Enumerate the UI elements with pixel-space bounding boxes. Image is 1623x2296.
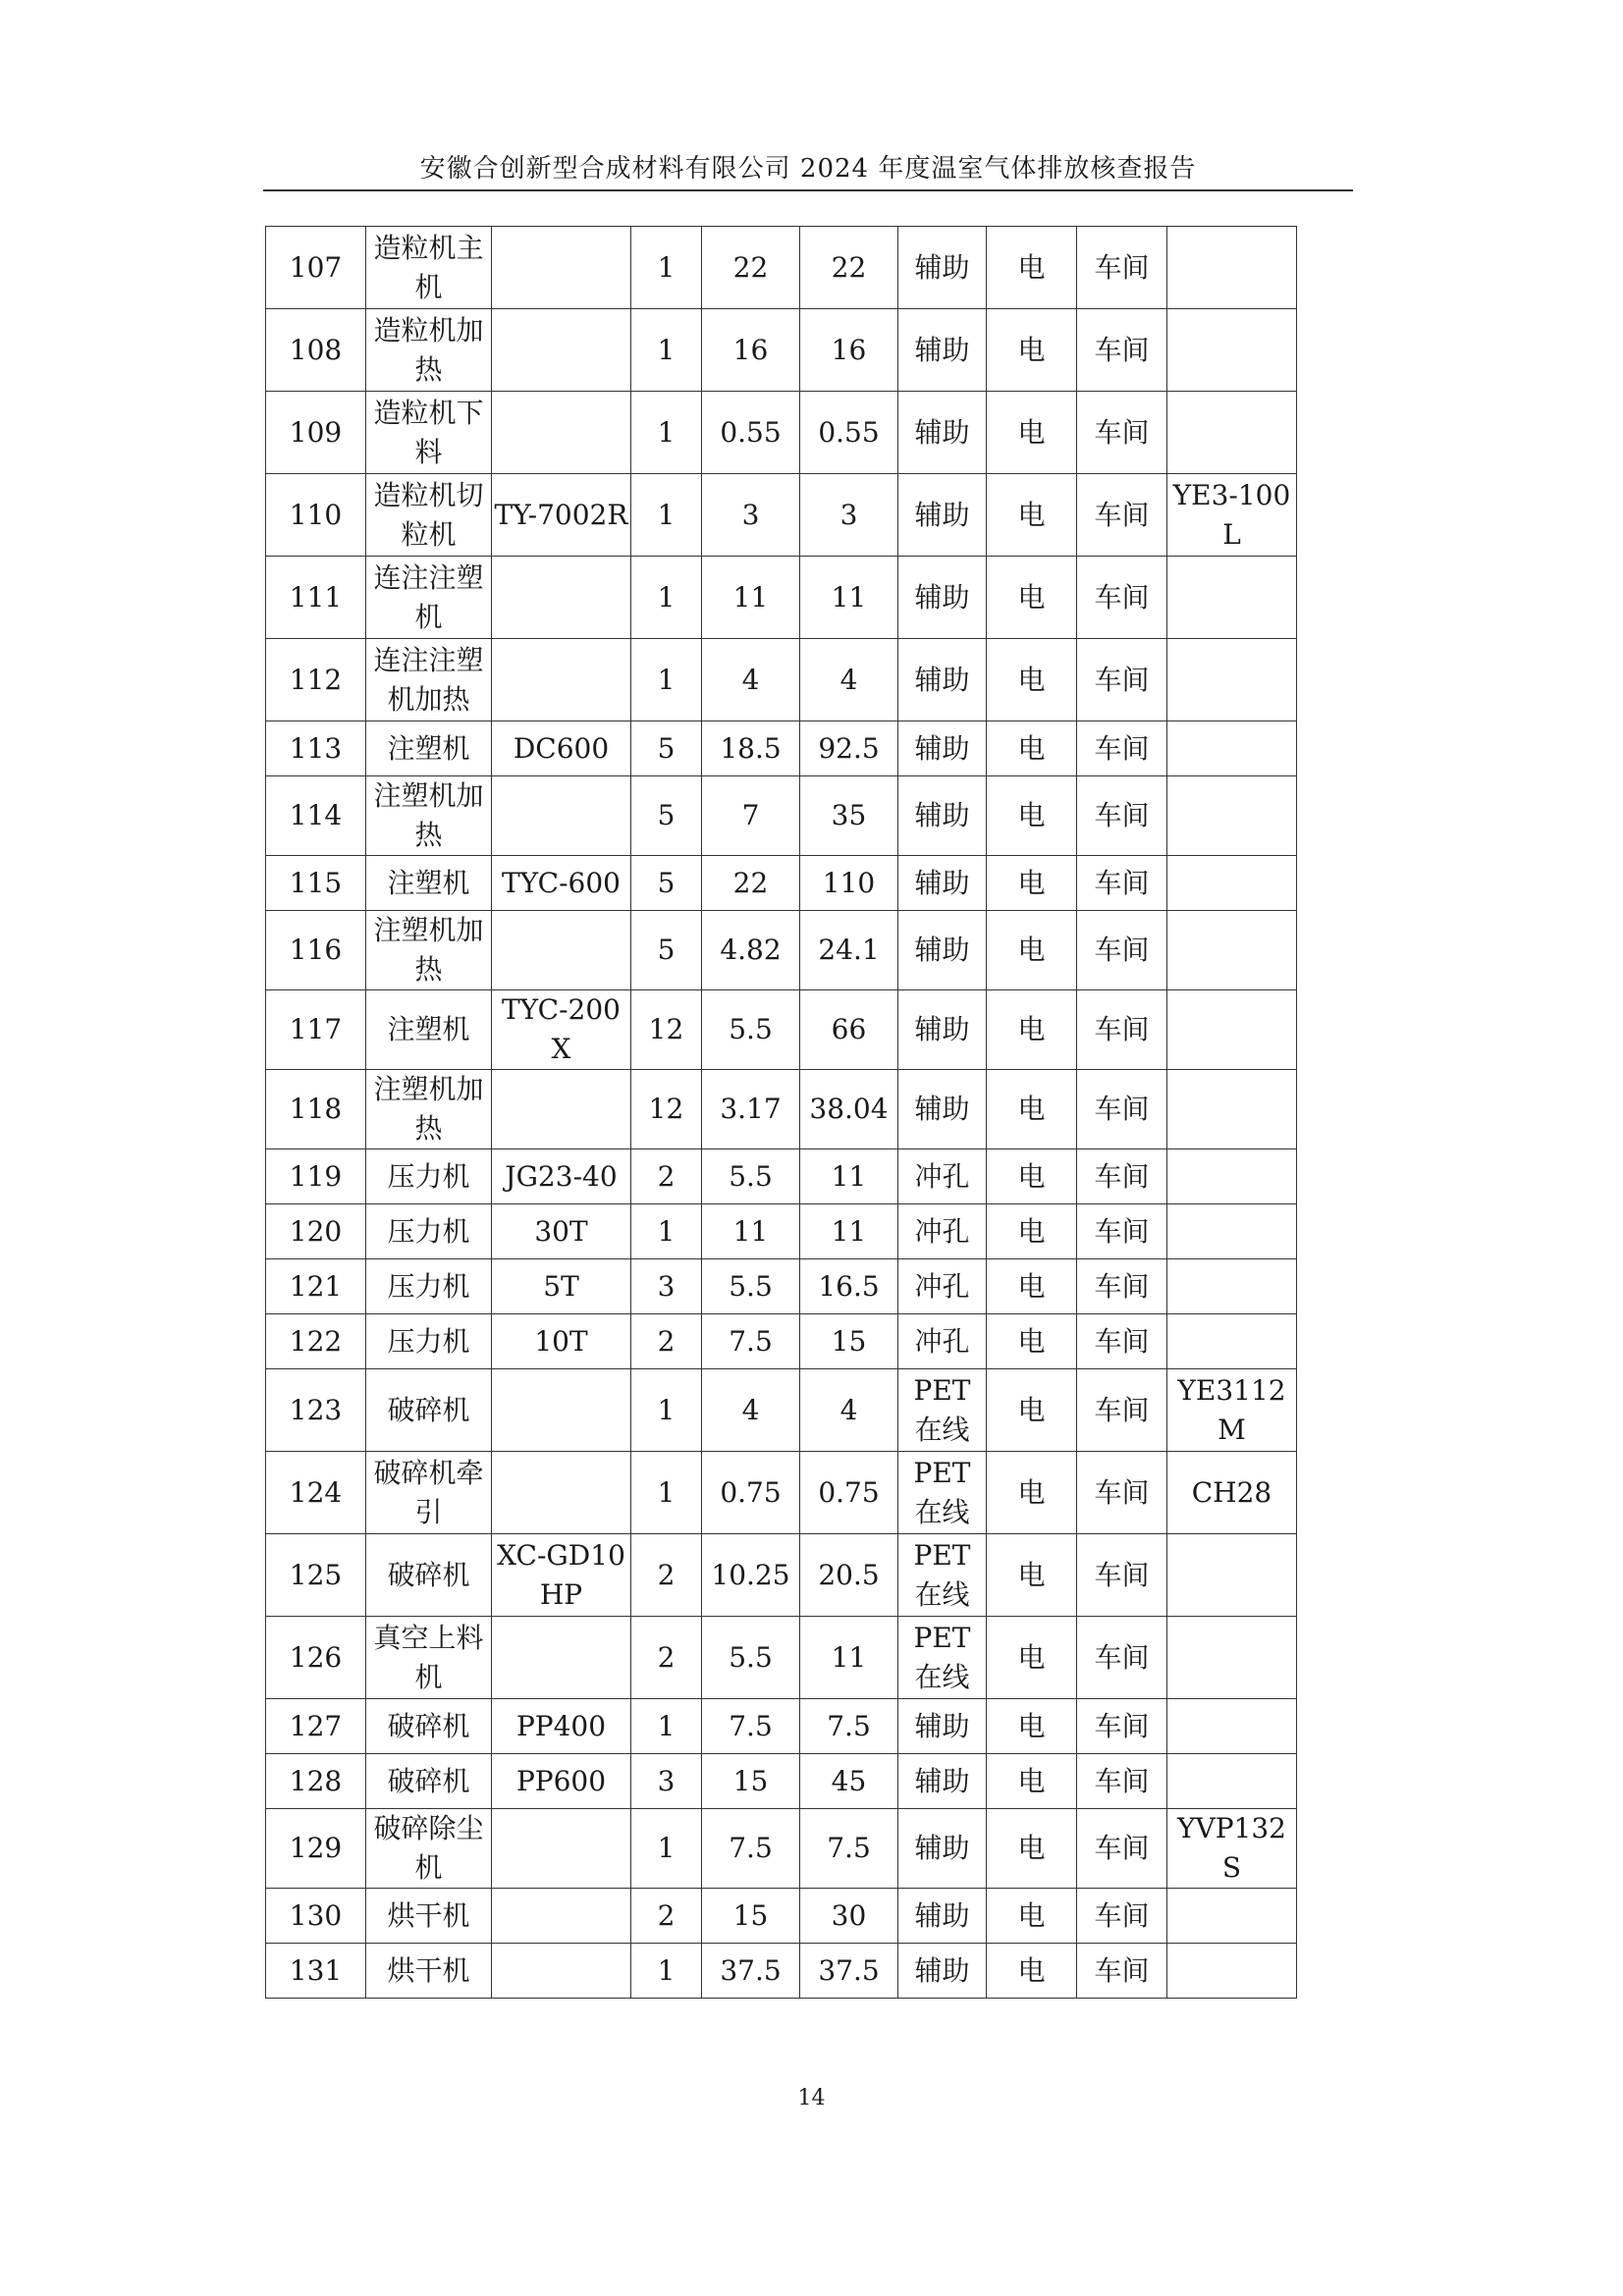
cell-energy: 电 [987,856,1077,911]
cell-unit-power: 18.5 [702,721,800,776]
cell-energy: 电 [987,1944,1077,1999]
cell-name: 破碎机 [366,1699,492,1754]
cell-model: 30T [492,1204,631,1259]
cell-unit-power: 10.25 [702,1534,800,1617]
cell-qty: 5 [631,911,702,990]
cell-total-power: 7.5 [800,1809,898,1889]
cell-use: 辅助 [898,639,987,721]
cell-total-power: 110 [800,856,898,911]
cell-model: TY-7002R [492,474,631,557]
cell-unit-power: 7.5 [702,1699,800,1754]
cell-remark [1167,639,1297,721]
cell-location: 车间 [1077,392,1167,474]
cell-total-power: 45 [800,1754,898,1809]
cell-model: PP600 [492,1754,631,1809]
cell-remark [1167,1204,1297,1259]
cell-unit-power: 5.5 [702,1617,800,1699]
cell-qty: 1 [631,1809,702,1889]
cell-unit-power: 5.5 [702,990,800,1070]
cell-location: 车间 [1077,1369,1167,1452]
cell-unit-power: 7.5 [702,1809,800,1889]
cell-location: 车间 [1077,227,1167,309]
cell-energy: 电 [987,1699,1077,1754]
cell-use: 冲孔 [898,1204,987,1259]
cell-unit-power: 4 [702,639,800,721]
cell-energy: 电 [987,639,1077,721]
cell-location: 车间 [1077,856,1167,911]
cell-model: PP400 [492,1699,631,1754]
cell-remark [1167,721,1297,776]
cell-qty: 5 [631,721,702,776]
table-row [266,1754,1297,1809]
cell-qty: 1 [631,392,702,474]
cell-name: 烘干机 [366,1889,492,1944]
cell-remark [1167,1617,1297,1699]
cell-qty: 2 [631,1889,702,1944]
cell-location: 车间 [1077,1149,1167,1204]
cell-no: 116 [266,911,366,990]
cell-name: 压力机 [366,1259,492,1314]
cell-location: 车间 [1077,639,1167,721]
cell-location: 车间 [1077,1699,1167,1754]
cell-name: 造粒机切粒机 [366,474,492,557]
cell-location: 车间 [1077,1944,1167,1999]
cell-qty: 2 [631,1314,702,1369]
cell-total-power: 11 [800,1149,898,1204]
cell-model [492,557,631,639]
cell-qty: 2 [631,1149,702,1204]
cell-name: 破碎机 [366,1754,492,1809]
cell-unit-power: 15 [702,1754,800,1809]
cell-unit-power: 15 [702,1889,800,1944]
cell-energy: 电 [987,1617,1077,1699]
cell-qty: 5 [631,776,702,856]
cell-use: 冲孔 [898,1259,987,1314]
cell-total-power: 92.5 [800,721,898,776]
cell-use: 辅助 [898,990,987,1070]
cell-location: 车间 [1077,1534,1167,1617]
cell-qty: 1 [631,1699,702,1754]
cell-name: 破碎机 [366,1369,492,1452]
cell-use: 辅助 [898,309,987,392]
cell-energy: 电 [987,1889,1077,1944]
cell-unit-power: 0.75 [702,1452,800,1534]
cell-total-power: 11 [800,1617,898,1699]
table-row [266,911,1297,990]
cell-qty: 1 [631,1369,702,1452]
cell-no: 120 [266,1204,366,1259]
cell-name: 真空上料机 [366,1617,492,1699]
cell-name: 造粒机主机 [366,227,492,309]
cell-energy: 电 [987,557,1077,639]
table-row [266,1070,1297,1149]
cell-name: 压力机 [366,1149,492,1204]
cell-remark [1167,1314,1297,1369]
cell-qty: 1 [631,474,702,557]
cell-remark [1167,1889,1297,1944]
cell-model [492,1944,631,1999]
cell-model [492,1809,631,1889]
cell-model: XC-GD10HP [492,1534,631,1617]
table-row [266,856,1297,911]
cell-energy: 电 [987,776,1077,856]
cell-use: 辅助 [898,721,987,776]
cell-use: 辅助 [898,227,987,309]
cell-total-power: 20.5 [800,1534,898,1617]
cell-use: 辅助 [898,776,987,856]
table-row [266,392,1297,474]
cell-no: 128 [266,1754,366,1809]
table-row [266,227,1297,309]
table-row [266,1149,1297,1204]
cell-unit-power: 7.5 [702,1314,800,1369]
cell-no: 112 [266,639,366,721]
equipment-table [265,226,1297,1999]
cell-qty: 1 [631,1204,702,1259]
cell-no: 131 [266,1944,366,1999]
cell-energy: 电 [987,1754,1077,1809]
cell-energy: 电 [987,1259,1077,1314]
cell-no: 108 [266,309,366,392]
cell-total-power: 7.5 [800,1699,898,1754]
cell-location: 车间 [1077,776,1167,856]
cell-remark [1167,1534,1297,1617]
cell-model: DC600 [492,721,631,776]
cell-remark [1167,1149,1297,1204]
cell-remark [1167,1754,1297,1809]
cell-no: 122 [266,1314,366,1369]
cell-use: 辅助 [898,557,987,639]
cell-energy: 电 [987,911,1077,990]
table-row [266,474,1297,557]
cell-name: 注塑机 [366,856,492,911]
cell-location: 车间 [1077,309,1167,392]
cell-total-power: 4 [800,1369,898,1452]
cell-qty: 3 [631,1754,702,1809]
table-row [266,1944,1297,1999]
cell-remark [1167,911,1297,990]
cell-use: 辅助 [898,1699,987,1754]
cell-name: 烘干机 [366,1944,492,1999]
table-row [266,1452,1297,1534]
cell-location: 车间 [1077,721,1167,776]
cell-no: 129 [266,1809,366,1889]
table-row [266,1534,1297,1617]
cell-energy: 电 [987,227,1077,309]
cell-unit-power: 3 [702,474,800,557]
cell-energy: 电 [987,1204,1077,1259]
cell-no: 114 [266,776,366,856]
table-row [266,309,1297,392]
table-row [266,1204,1297,1259]
cell-energy: 电 [987,1452,1077,1534]
cell-use: 冲孔 [898,1314,987,1369]
cell-location: 车间 [1077,1259,1167,1314]
cell-use: 辅助 [898,856,987,911]
cell-use: PET在线 [898,1369,987,1452]
cell-unit-power: 5.5 [702,1149,800,1204]
cell-total-power: 11 [800,557,898,639]
cell-use: PET在线 [898,1452,987,1534]
cell-total-power: 16 [800,309,898,392]
cell-location: 车间 [1077,1204,1167,1259]
cell-unit-power: 16 [702,309,800,392]
cell-name: 注塑机 [366,721,492,776]
cell-location: 车间 [1077,1314,1167,1369]
cell-model [492,911,631,990]
cell-model [492,1452,631,1534]
cell-total-power: 22 [800,227,898,309]
cell-total-power: 38.04 [800,1070,898,1149]
cell-remark [1167,776,1297,856]
cell-remark [1167,392,1297,474]
table-row [266,1314,1297,1369]
cell-remark [1167,227,1297,309]
cell-use: PET在线 [898,1534,987,1617]
cell-name: 造粒机下料 [366,392,492,474]
cell-location: 车间 [1077,1809,1167,1889]
cell-qty: 1 [631,309,702,392]
cell-energy: 电 [987,1314,1077,1369]
cell-remark: YVP132S [1167,1809,1297,1889]
cell-model [492,776,631,856]
cell-no: 127 [266,1699,366,1754]
cell-energy: 电 [987,1534,1077,1617]
cell-total-power: 15 [800,1314,898,1369]
cell-location: 车间 [1077,1617,1167,1699]
cell-qty: 1 [631,557,702,639]
cell-model: TYC-200X [492,990,631,1070]
cell-no: 110 [266,474,366,557]
cell-qty: 12 [631,1070,702,1149]
cell-name: 造粒机加热 [366,309,492,392]
cell-total-power: 35 [800,776,898,856]
cell-use: 辅助 [898,474,987,557]
cell-energy: 电 [987,392,1077,474]
cell-model [492,1369,631,1452]
cell-no: 113 [266,721,366,776]
cell-remark [1167,1259,1297,1314]
table-row [266,776,1297,856]
cell-total-power: 0.55 [800,392,898,474]
cell-remark [1167,1070,1297,1149]
table-row [266,639,1297,721]
table-row [266,1617,1297,1699]
cell-total-power: 16.5 [800,1259,898,1314]
cell-no: 123 [266,1369,366,1452]
cell-remark [1167,309,1297,392]
cell-unit-power: 11 [702,1204,800,1259]
cell-no: 121 [266,1259,366,1314]
cell-use: 辅助 [898,1754,987,1809]
cell-use: 辅助 [898,1809,987,1889]
cell-name: 连注注塑机 [366,557,492,639]
cell-remark [1167,856,1297,911]
cell-model: JG23-40 [492,1149,631,1204]
cell-model [492,1617,631,1699]
cell-qty: 2 [631,1534,702,1617]
cell-total-power: 0.75 [800,1452,898,1534]
cell-name: 注塑机加热 [366,911,492,990]
cell-qty: 1 [631,227,702,309]
cell-unit-power: 22 [702,856,800,911]
cell-location: 车间 [1077,911,1167,990]
table-row [266,1259,1297,1314]
table-row [266,1369,1297,1452]
cell-no: 126 [266,1617,366,1699]
cell-no: 117 [266,990,366,1070]
cell-use: 辅助 [898,1070,987,1149]
cell-model [492,309,631,392]
cell-total-power: 37.5 [800,1944,898,1999]
cell-no: 111 [266,557,366,639]
cell-name: 压力机 [366,1314,492,1369]
cell-model [492,227,631,309]
cell-unit-power: 37.5 [702,1944,800,1999]
table-row [266,1809,1297,1889]
page-header-title: 安徽合创新型合成材料有限公司 2024 年度温室气体排放核查报告 [419,154,1197,184]
header-rule [263,189,1353,191]
cell-no: 109 [266,392,366,474]
cell-name: 破碎除尘机 [366,1809,492,1889]
cell-location: 车间 [1077,1070,1167,1149]
cell-no: 119 [266,1149,366,1204]
cell-unit-power: 5.5 [702,1259,800,1314]
cell-remark [1167,1699,1297,1754]
cell-name: 破碎机牵引 [366,1452,492,1534]
cell-unit-power: 3.17 [702,1070,800,1149]
cell-qty: 1 [631,1944,702,1999]
cell-model [492,392,631,474]
cell-remark [1167,557,1297,639]
cell-unit-power: 22 [702,227,800,309]
cell-qty: 1 [631,639,702,721]
cell-no: 118 [266,1070,366,1149]
cell-total-power: 3 [800,474,898,557]
cell-remark [1167,1944,1297,1999]
cell-no: 125 [266,1534,366,1617]
cell-remark: CH28 [1167,1452,1297,1534]
cell-name: 破碎机 [366,1534,492,1617]
cell-model [492,639,631,721]
page-number: 14 [797,2086,826,2110]
table-row [266,557,1297,639]
cell-unit-power: 0.55 [702,392,800,474]
cell-qty: 2 [631,1617,702,1699]
cell-name: 注塑机 [366,990,492,1070]
cell-no: 115 [266,856,366,911]
table-row [266,990,1297,1070]
cell-use: 辅助 [898,1889,987,1944]
cell-remark [1167,990,1297,1070]
cell-name: 压力机 [366,1204,492,1259]
cell-unit-power: 4 [702,1369,800,1452]
cell-location: 车间 [1077,1452,1167,1534]
cell-qty: 5 [631,856,702,911]
cell-use: 辅助 [898,911,987,990]
cell-no: 130 [266,1889,366,1944]
cell-model [492,1889,631,1944]
cell-remark: YE3112M [1167,1369,1297,1452]
equipment-table-body [266,227,1297,1999]
cell-use: 冲孔 [898,1149,987,1204]
cell-energy: 电 [987,1070,1077,1149]
table-row [266,721,1297,776]
cell-unit-power: 11 [702,557,800,639]
cell-no: 124 [266,1452,366,1534]
cell-energy: 电 [987,990,1077,1070]
cell-model [492,1070,631,1149]
cell-qty: 3 [631,1259,702,1314]
cell-energy: 电 [987,1149,1077,1204]
cell-name: 连注注塑机加热 [366,639,492,721]
cell-remark: YE3-100L [1167,474,1297,557]
cell-location: 车间 [1077,557,1167,639]
cell-total-power: 66 [800,990,898,1070]
table-row [266,1699,1297,1754]
cell-location: 车间 [1077,1889,1167,1944]
cell-qty: 1 [631,1452,702,1534]
cell-total-power: 30 [800,1889,898,1944]
cell-location: 车间 [1077,474,1167,557]
cell-unit-power: 4.82 [702,911,800,990]
cell-total-power: 24.1 [800,911,898,990]
cell-model: TYC-600 [492,856,631,911]
cell-energy: 电 [987,721,1077,776]
cell-use: 辅助 [898,1944,987,1999]
cell-model: 10T [492,1314,631,1369]
cell-energy: 电 [987,309,1077,392]
cell-energy: 电 [987,1369,1077,1452]
cell-use: 辅助 [898,392,987,474]
cell-total-power: 11 [800,1204,898,1259]
cell-energy: 电 [987,474,1077,557]
cell-location: 车间 [1077,1754,1167,1809]
cell-name: 注塑机加热 [366,776,492,856]
cell-energy: 电 [987,1809,1077,1889]
table-row [266,1889,1297,1944]
cell-model: 5T [492,1259,631,1314]
cell-location: 车间 [1077,990,1167,1070]
cell-no: 107 [266,227,366,309]
cell-use: PET在线 [898,1617,987,1699]
cell-unit-power: 7 [702,776,800,856]
cell-name: 注塑机加热 [366,1070,492,1149]
cell-total-power: 4 [800,639,898,721]
cell-qty: 12 [631,990,702,1070]
